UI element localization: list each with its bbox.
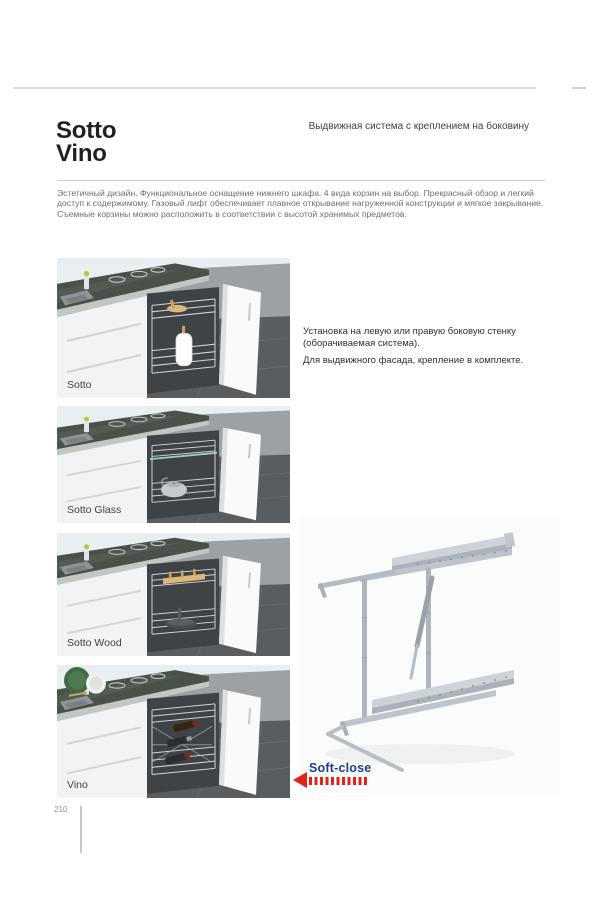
dashed-arrow-tail-icon — [309, 777, 369, 785]
installation-notes — [303, 326, 531, 373]
product-label: Sotto — [67, 379, 92, 391]
intro-paragraph: Эстетичный дизайн. Функциональное оснащение нижнего шкафа. 4 вида корзин на выбор. Прекрасный обзор и легкий доступ к содержимому. Газовый лифт обеспечивает плавное открывание нагруженной конструкции и мягкое закрывание. Съемные корзины можно расположить в соответствии с высотой хранимых предметов. — [57, 188, 544, 219]
product-label: Sotto Glass — [67, 504, 122, 516]
footer-tick-line — [80, 806, 82, 853]
product-photo-sotto — [57, 258, 290, 398]
product-photo-vino — [57, 665, 290, 798]
note-front-fixing: Для выдвижного фасада, крепление в комплекте. — [303, 355, 524, 366]
page-number: 210 — [54, 805, 68, 814]
frame-product-photo — [300, 518, 560, 793]
product-label: Vino — [67, 779, 88, 791]
soft-close-badge — [293, 761, 423, 793]
note-mounting: Установка на левую или правую боковую стенку (оборачиваемая система). — [303, 326, 516, 349]
header-rule-dash — [572, 87, 586, 89]
page-title-line1: Sotto — [56, 117, 117, 144]
pullout-frame-render — [300, 518, 560, 793]
title-divider-rule — [57, 180, 545, 181]
kitchen-render-sotto — [57, 258, 290, 398]
page-title-line2: Vino — [56, 140, 107, 167]
soft-close-label: Soft-close — [309, 761, 372, 775]
kitchen-render-vino — [57, 665, 290, 798]
header-rule — [13, 87, 536, 89]
product-photo-sotto-glass — [57, 406, 290, 523]
left-arrow-icon — [293, 772, 307, 788]
product-label: Sotto Wood — [67, 637, 122, 649]
system-type-caption: Выдвижная система с креплением на боковину — [308, 121, 529, 132]
page-title — [56, 119, 116, 165]
product-photo-sotto-wood — [57, 533, 290, 656]
